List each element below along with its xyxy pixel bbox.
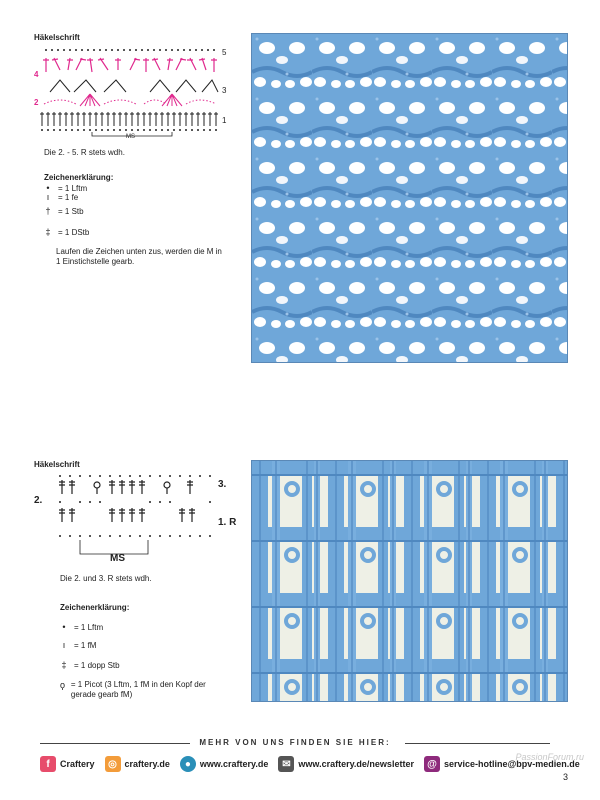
crochet-chart-2 xyxy=(50,472,220,557)
swatch-photo-1 xyxy=(251,33,568,363)
row-label-4: 4 xyxy=(34,70,39,79)
legend-row-chain-2: • = 1 Lftm xyxy=(58,622,103,632)
footer-link-email[interactable]: @ service-hotline@bpv-medien.de xyxy=(424,756,580,772)
chain-dot-icon: • xyxy=(46,183,50,193)
swatch-photo-2 xyxy=(251,460,568,702)
chart-heading-2: Häkelschrift xyxy=(34,460,80,469)
single-crochet-icon: ı xyxy=(62,640,66,650)
row-4-fans xyxy=(43,58,217,72)
row-1-trebles xyxy=(40,112,218,126)
instagram-icon: ◎ xyxy=(105,756,121,772)
row-label-3: 3 xyxy=(222,86,227,95)
row-label-2-p2: 2. xyxy=(34,495,43,506)
slip-stitch-icon: ı xyxy=(46,192,50,202)
row-3-stitches xyxy=(50,80,218,92)
double-treble-icon: ‡ xyxy=(45,227,51,237)
newsletter-icon: ✉ xyxy=(278,756,294,772)
treble-icon: † xyxy=(45,206,51,216)
footer-link-newsletter[interactable]: ✉ www.craftery.de/newsletter xyxy=(278,756,414,772)
decrease-note: Laufen die Zeichen unten zus, werden die M in 1 Einstichstelle gearb. xyxy=(56,247,222,266)
legend-row-double-treble: ‡ = 1 DStb xyxy=(42,227,89,237)
pattern-section-2 xyxy=(0,450,600,710)
legend-row-picot: ϙ = 1 Picot (3 Lftm, 1 fM in den Kopf der gerade gearb fM) xyxy=(59,680,206,699)
picot-icon: ϙ xyxy=(59,680,65,690)
footer-link-website[interactable]: ● www.craftery.de xyxy=(180,756,269,772)
row-label-1: 1 xyxy=(222,116,227,125)
footer-links xyxy=(40,756,580,772)
row-label-2: 2 xyxy=(34,98,39,107)
facebook-icon: f xyxy=(40,756,56,772)
footer-link-instagram[interactable]: ◎ craftery.de xyxy=(105,756,170,772)
chain-dot-icon: • xyxy=(62,622,66,632)
row-1-double-trebles xyxy=(59,508,195,522)
double-treble-icon: ‡ xyxy=(61,660,67,670)
row-label-1-p2: 1. R xyxy=(218,517,237,528)
footer-title: MEHR VON UNS FINDEN SIE HIER: xyxy=(199,738,391,747)
legend-row-single-crochet: ı = 1 fM xyxy=(58,640,96,650)
ms-label-2: MS xyxy=(110,553,125,564)
legend-row-double-treble-2: ‡ = 1 dopp Stb xyxy=(58,660,120,670)
footer xyxy=(0,738,600,798)
watermark: PassionForum.ru xyxy=(515,752,584,762)
row-2-fans xyxy=(44,94,216,106)
legend-row-slip: ı = 1 fe xyxy=(42,192,78,202)
email-icon: @ xyxy=(424,756,440,772)
chart-heading: Häkelschrift xyxy=(34,33,80,42)
row-label-5: 5 xyxy=(222,48,227,57)
legend-title: Zeichenerklärung: xyxy=(44,173,114,182)
legend-row-chain: • = 1 Lftm xyxy=(42,183,87,193)
row-5-chains xyxy=(45,49,215,51)
row-label-3-p2: 3. xyxy=(218,479,227,490)
pattern-section-1 xyxy=(0,0,600,380)
ms-bracket-2 xyxy=(80,540,148,554)
web-icon: ● xyxy=(180,756,196,772)
repeat-note: Die 2. - 5. R stets wdh. xyxy=(44,148,125,157)
repeat-note-2: Die 2. und 3. R stets wdh. xyxy=(60,574,152,583)
ms-label: MS xyxy=(126,134,135,140)
row-2-double-trebles xyxy=(59,480,193,494)
page-number: 3 xyxy=(562,772,568,782)
legend-title-2: Zeichenerklärung: xyxy=(60,603,130,612)
legend-row-treble: † = 1 Stb xyxy=(42,206,84,216)
crochet-chart-1 xyxy=(30,42,230,137)
footer-link-facebook[interactable]: f Craftery xyxy=(40,756,95,772)
